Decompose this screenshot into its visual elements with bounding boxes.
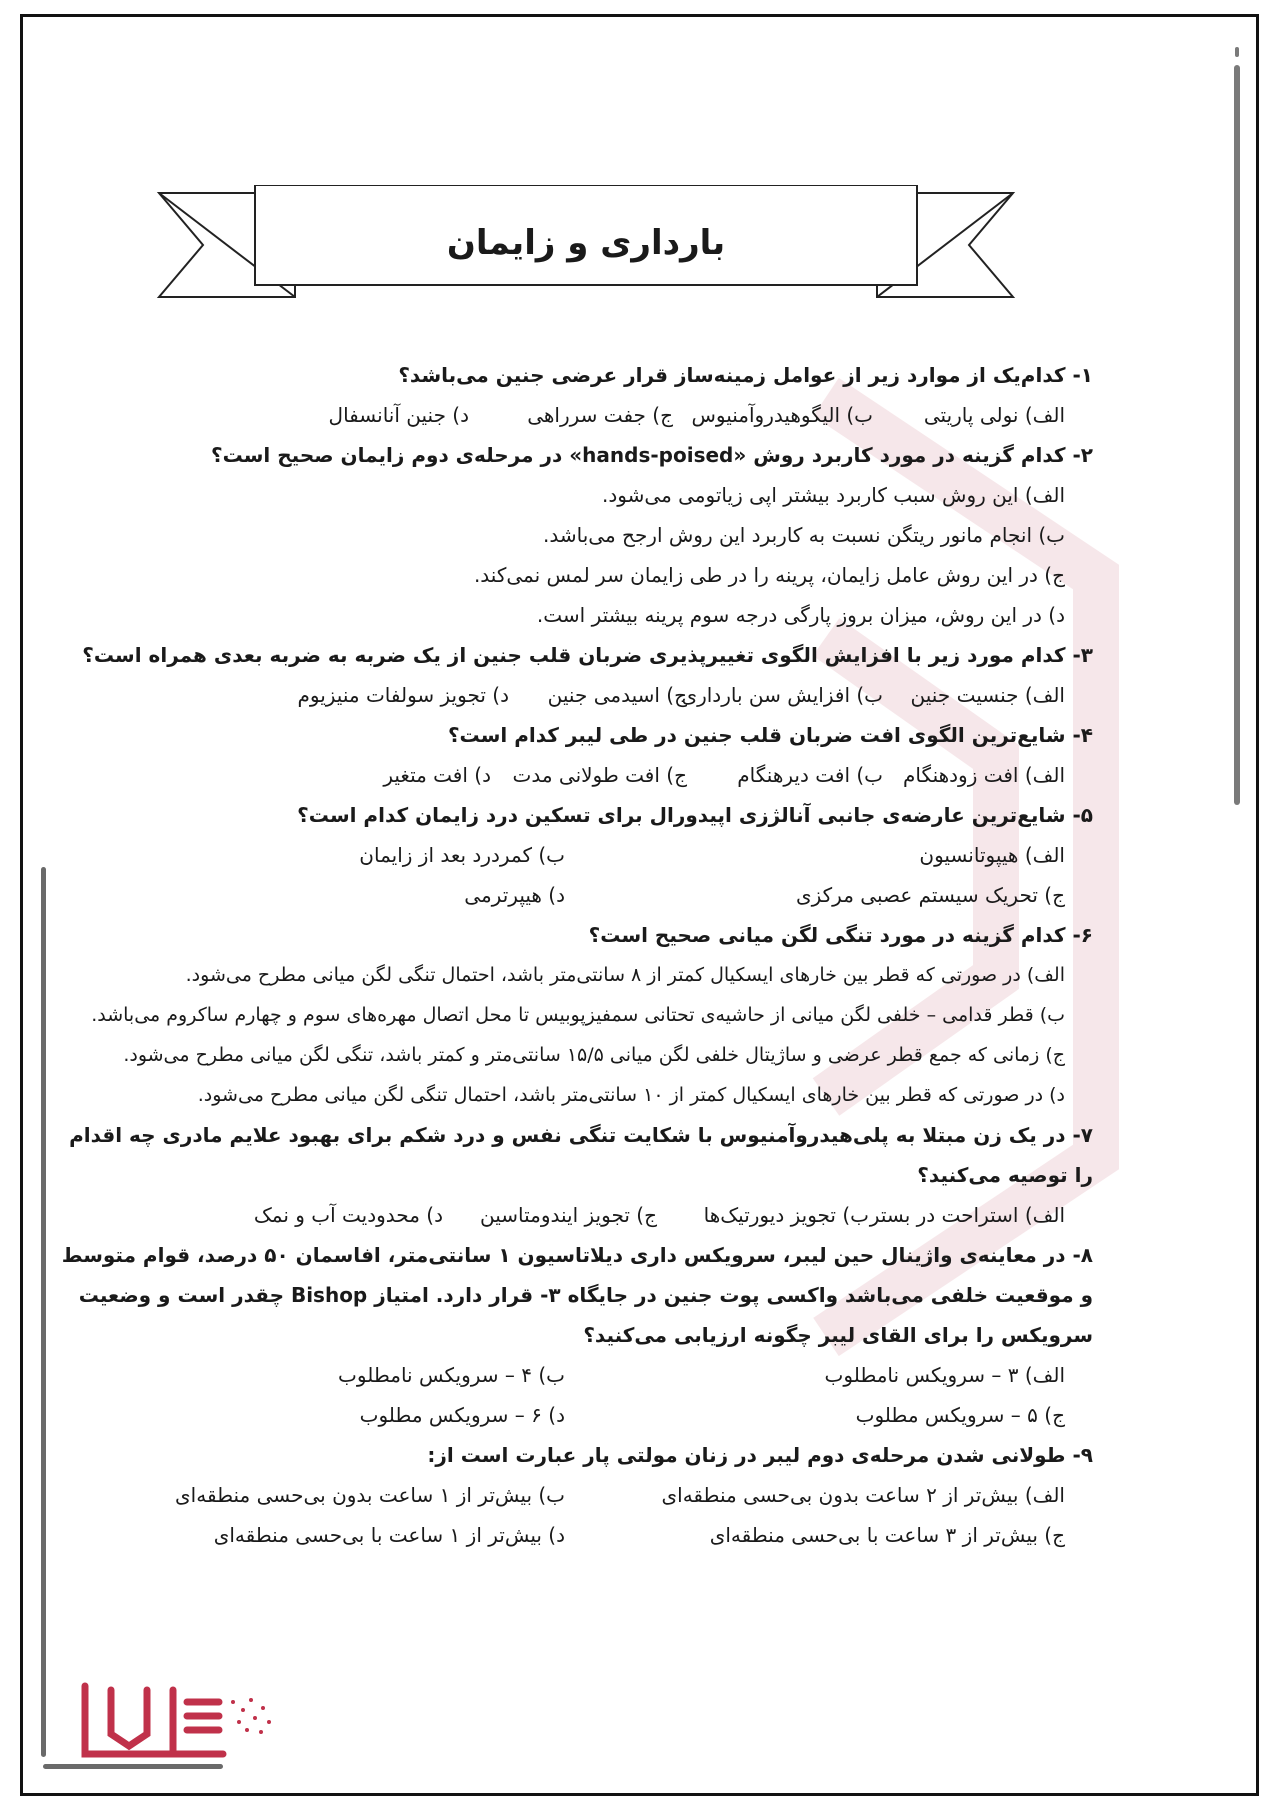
question-3 <box>53 635 1093 715</box>
option-d: د) در صورتی که قطر بین خارهای ایسکیال کمتر از ۱۰ سانتی‌متر باشد، احتمال تنگی لگن میانی مطرح می‌شود. <box>197 1084 1065 1106</box>
question-stem: ۸- در معاینه‌ی واژینال حین لیبر، سرویکس داری دیلاتاسیون ۱ سانتی‌متر، افاسمان ۵۰ درصد، قوام متوسط و موقعیت خلفی می‌باشد واکسی پوت جنین در جایگاه ۳- قرار دارد. امتیاز Bishop چقدر است و وضعیت سرویکس را برای القای لیبر چگونه ارزیابی می‌کنید؟ <box>61 1243 1093 1347</box>
option-c: ج) ۵ – سرویکس مطلوب <box>855 1403 1065 1427</box>
option-c: ج) در این روش عامل زایمان، پرینه را در طی زایمان سر لمس نمی‌کند. <box>473 563 1065 587</box>
option-a: الف) جنسیت جنین <box>910 683 1065 707</box>
left-margin-bar <box>41 867 46 1757</box>
right-margin-bar <box>1234 65 1240 805</box>
option-a: الف) ۳ – سرویکس نامطلوب <box>824 1363 1065 1387</box>
option-c: ج) بیش‌تر از ۳ ساعت با بی‌حسی منطقه‌ای <box>709 1523 1065 1547</box>
option-c: ج) اسیدمی جنین <box>547 683 687 707</box>
question-stem: ۵- شایع‌ترین عارضه‌ی جانبی آنالژزی اپیدورال برای تسکین درد زایمان کدام است؟ <box>297 803 1093 827</box>
option-a: الف) این روش سبب کاربرد بیشتر اپی زیاتومی می‌شود. <box>602 483 1065 507</box>
option-d: د) در این روش، میزان بروز پارگی درجه سوم پرینه بیشتر است. <box>536 603 1065 627</box>
option-a: الف) نولی پاریتی <box>923 403 1065 427</box>
scrollbar-dot <box>1235 47 1239 57</box>
option-b: ب) قطر قدامی – خلفی لگن میانی از حاشیه‌ی تحتانی سمفیزپوبیس تا محل اتصال مهره‌های سوم و چهارم ساکروم می‌باشد. <box>91 1004 1065 1026</box>
question-8 <box>53 1235 1093 1435</box>
option-a: الف) بیش‌تر از ۲ ساعت بدون بی‌حسی منطقه‌ای <box>661 1483 1065 1507</box>
question-5 <box>53 795 1093 915</box>
page-title: بارداری و زایمان <box>446 223 726 263</box>
option-b: ب) ۴ – سرویکس نامطلوب <box>338 1363 565 1387</box>
option-b: ب) انجام مانور ریتگن نسبت به کاربرد این روش ارجح می‌باشد. <box>543 523 1065 547</box>
question-4 <box>53 715 1093 795</box>
publisher-logo <box>73 1672 283 1772</box>
option-a: الف) استراحت در بستر <box>869 1203 1065 1227</box>
question-2 <box>53 435 1093 635</box>
question-stem: ۶- کدام گزینه در مورد تنگی لگن میانی صحیح است؟ <box>588 923 1093 947</box>
option-d: د) جنین آنانسفال <box>328 403 469 427</box>
option-d: د) هیپرترمی <box>464 883 565 907</box>
options-row <box>53 1355 1093 1395</box>
options-row <box>53 1475 1093 1515</box>
options-row <box>53 875 1093 915</box>
question-stem: ۱- کدام‌یک از موارد زیر از عوامل زمینه‌ساز قرار عرضی جنین می‌باشد؟ <box>398 363 1093 387</box>
question-1 <box>53 355 1093 435</box>
option-d: د) بیش‌تر از ۱ ساعت با بی‌حسی منطقه‌ای <box>213 1523 565 1547</box>
options-row <box>53 395 1093 435</box>
option-b: ب) بیش‌تر از ۱ ساعت بدون بی‌حسی منطقه‌ای <box>175 1483 565 1507</box>
option-b: ب) افت دیرهنگام <box>737 763 883 787</box>
option-b: ب) تجویز دیورتیک‌ها <box>703 1203 869 1227</box>
question-9 <box>53 1435 1093 1555</box>
questions-list <box>53 355 1093 1555</box>
option-b: ب) کمردرد بعد از زایمان <box>359 843 565 867</box>
title-banner <box>155 185 1017 313</box>
question-stem: ۹- طولانی شدن مرحله‌ی دوم لیبر در زنان مولتی پار عبارت است از: <box>427 1443 1093 1467</box>
option-b: ب) افزایش سن بارداری <box>681 683 883 707</box>
page-frame <box>20 14 1259 1796</box>
option-c: ج) افت طولانی مدت <box>512 763 687 787</box>
option-c: ج) زمانی که جمع قطر عرضی و ساژیتال خلفی لگن میانی ۱۵/۵ سانتی‌متر و کمتر باشد، تنگی لگن میانی مطرح می‌شود. <box>123 1044 1065 1066</box>
options-row <box>53 1395 1093 1435</box>
option-c: ج) جفت سرراهی <box>527 403 673 427</box>
option-a: الف) هیپوتانسیون <box>919 843 1065 867</box>
question-stem: ۷- در یک زن مبتلا به پلی‌هیدروآمنیوس با شکایت تنگی نفس و درد شکم برای بهبود علایم مادری چه اقدام را توصیه می‌کنید؟ <box>69 1123 1093 1187</box>
options-row <box>53 1195 1093 1235</box>
options-row <box>53 1515 1093 1555</box>
options-row <box>53 755 1093 795</box>
options-row <box>53 835 1093 875</box>
option-a: الف) افت زودهنگام <box>903 763 1065 787</box>
option-b: ب) الیگوهیدروآمنیوس <box>691 403 873 427</box>
question-stem: ۳- کدام مورد زیر با افزایش الگوی تغییرپذیری ضربان قلب جنین از یک ضربه به ضربه بعدی همراه است؟ <box>82 643 1093 667</box>
question-7 <box>53 1115 1093 1235</box>
question-6 <box>53 915 1093 1115</box>
question-stem: ۴- شایع‌ترین الگوی افت ضربان قلب جنین در طی لیبر کدام است؟ <box>447 723 1093 747</box>
option-c: ج) تجویز ایندومتاسین <box>479 1203 657 1227</box>
option-d: د) افت متغیر <box>383 763 491 787</box>
option-d: د) ۶ – سرویکس مطلوب <box>359 1403 565 1427</box>
option-d: د) محدودیت آب و نمک <box>253 1203 443 1227</box>
options-row <box>53 675 1093 715</box>
question-stem: ۲- کدام گزینه در مورد کاربرد روش «hands-poised» در مرحله‌ی دوم زایمان صحیح است؟ <box>210 443 1093 467</box>
option-c: ج) تحریک سیستم عصبی مرکزی <box>795 883 1065 907</box>
option-d: د) تجویز سولفات منیزیوم <box>297 683 509 707</box>
option-a: الف) در صورتی که قطر بین خارهای ایسکیال کمتر از ۸ سانتی‌متر باشد، احتمال تنگی لگن میانی مطرح می‌شود. <box>185 964 1065 986</box>
